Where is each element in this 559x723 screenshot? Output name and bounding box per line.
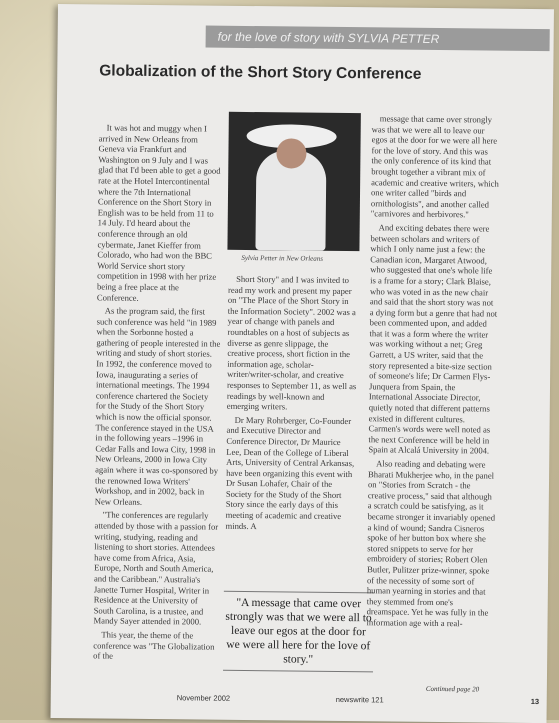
paragraph: As the program said, the first such conference was held "in 1989 when the Sorbonne hosted a gathering of people interested in the writing and study of short stories. In 1992, the conference moved to Iowa, inaugurating a series of international meetings. The 1994 conference chartered the Society for the Study of the Short Story which is now the official sponsor. The conference stayed in the USA in the following years –1996 in Cedar Falls and Iowa City, 1998 in New Orleans, 2000 in Iowa City again where it was co-sponsored by the renowned Iowa Writers' Workshop, and in 2002, back in New Orleans. — [94, 305, 221, 507]
paragraph: It was hot and muggy when I arrived in New Orleans from Geneva via Frankfurt and Washington on 9 July and I was glad that I'd been able to get a good rate at the Hotel Intercontinental where the 7th International Conference on the Short Story in English was to be held from 11 to 14 July. I'd heard about the conference through an old cybermate, Janet Kieffer from Colorado, who had won the BBC World Service short story competition in 1998 with her prize being a free place at the Conference. — [96, 122, 221, 303]
column-banner: for the love of story with SYLVIA PETTER — [206, 26, 550, 52]
magazine-page — [51, 4, 554, 723]
column-1 — [93, 122, 223, 665]
column-2 — [225, 274, 358, 536]
footer-issue: newswrite 121 — [335, 694, 384, 705]
paragraph: Also reading and debating were Bharati Mukherjee who, in the panel on "Stories from Scratch - the creative process," said that although a scratch could be satisfying, as it became stronger it invariably opened a kind of wound; Sandra Cisneros spoke of her button box where she stored snippets to serve for her embroidery of stories; Robert Olen Butler, Pulitzer prize-winner, spoke of the necessity of some sort of human yearning in stories and that they stemmed from one's dreamspace. Yet he was fully in the information age with a real- — [366, 458, 496, 629]
footer-date: November 2002 — [176, 693, 231, 703]
continued-note: Continued page 20 — [425, 684, 480, 694]
paragraph: And exciting debates there were between scholars and writers of which I only name just a few: the Canadian icon, Margaret Atwood, who suggested that one's whole life is a frame for a story; Clark Blaise, who was voted in as the new chair and said that the short story was not a dying form but a genre that had not been commented upon, and added that it was a form where the writer was working without a net; Greg Garrett, a US writer, said that the story represented a bite-size section of someone's life; Dr Carmen Flys-Junquera from Spain, the International Associate Director, quietly noted that different patterns existed in different cultures. Carmen's words were well noted as the next Conference will be held in Spain at Alcalá University in 2004. — [368, 222, 498, 456]
page-number: 13 — [530, 696, 540, 707]
photo-caption: Sylvia Petter in New Orleans — [241, 253, 324, 263]
paragraph: Dr Mary Rohrberger, Co-Founder and Executive Director and Conference Director, Dr Maurice Lee, Dean of the College of Liberal Arts, University of Central Arkansas, have been organizing this event with Dr Susan Lohafer, Chair of the Society for the Study of the Short Story since the early days of this meeting of academic and creative minds. A — [225, 414, 355, 531]
paragraph: This year, the theme of the conference was "The Globalization of the — [93, 629, 215, 661]
pull-quote: "A message that came over strongly was that we were all to leave our egos at the door for we were all here for the love of story." — [223, 591, 374, 673]
paragraph: message that came over strongly was that we were all to leave our egos at the door for we were all here for the love of story. And this was the only conference of its kind that brought together a vibrant mix of academic and creative writers, which one writer called "birds and ornithologists", and another called "carnivores and herbivores." — [370, 113, 499, 220]
column-3 — [366, 113, 499, 632]
paragraph: "The conferences are regularly attended by those with a passion for writing, studying, reading and listening to short stories. Attendees have come from Africa, Asia, Europe, North and South America, and the Caribbean." Australia's Janette Turner Hospital, Writer in Residence at the University of South Carolina, is a trustee, and Mandy Sayer attended in 2000. — [93, 509, 219, 627]
article-title: Globalization of the Short Story Conference — [99, 62, 422, 83]
author-photo — [227, 112, 360, 251]
paragraph: Short Story" and I was invited to read my work and present my paper on "The Place of the Short Story in the Information Society". 2002 was a year of change with panels and roundtables on a host of subjects as diverse as genre slippage, the creative process, short fiction in the information age, scholar-writer/writer-scholar, and creative responses to September 11, as well as readings by well-known and emerging writers. — [226, 273, 357, 412]
